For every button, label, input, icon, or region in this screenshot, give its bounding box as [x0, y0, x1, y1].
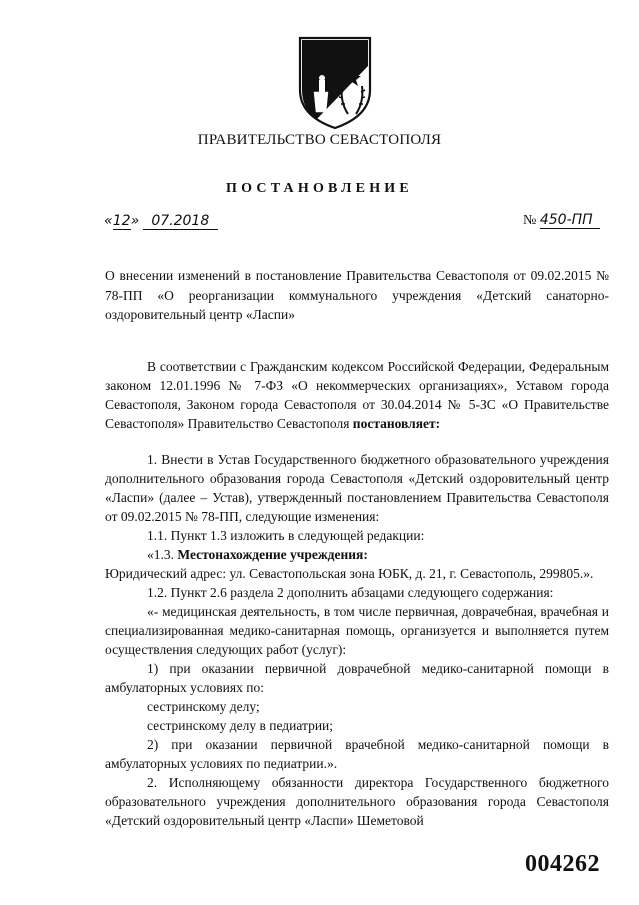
preamble-paragraph	[105, 357, 609, 433]
date-day: 12	[112, 213, 131, 229]
date-month-year: 07.2018	[143, 214, 218, 230]
serial-number-stamp: 004262	[525, 851, 600, 877]
date-quote-close: »	[130, 213, 140, 229]
document-body	[105, 357, 609, 830]
coat-of-arms-icon	[296, 36, 374, 130]
document-number	[523, 213, 600, 229]
medical-activity: «- медицинская деятельность, в том числе первичная, доврачебная, врачебная и специализированная медико-санитарная помощь, организуется и выполняется путем осуществления следующих работ (услуг):	[105, 604, 609, 657]
number-sign: №	[523, 213, 537, 228]
legal-address: Юридический адрес: ул. Севастопольская зона ЮБК, д. 21, г. Севастополь, 299805.».	[105, 566, 594, 581]
government-title: ПРАВИТЕЛЬСТВО СЕВАСТОПОЛЯ	[197, 132, 442, 148]
document-type-heading: ПОСТАНОВЛЕНИЕ	[226, 181, 413, 196]
preamble-resolves: постановляет:	[352, 416, 441, 431]
clause-1-3	[105, 545, 609, 564]
paragraph-1-1: 1.1. Пункт 1.3 изложить в следующей редакции:	[147, 528, 425, 543]
number-value: 450-ПП	[540, 213, 600, 229]
item-nursing: сестринскому делу;	[147, 699, 260, 714]
item-nursing-pediatrics: сестринскому делу в педиатрии;	[147, 718, 334, 733]
paragraph-1-2: 1.2. Пункт 2.6 раздела 2 дополнить абзацами следующего содержания:	[147, 585, 554, 600]
item-1: 1) при оказании первичной доврачебной медико-санитарной помощи в амбулаторных условиях по:	[105, 661, 609, 695]
preamble-text: В соответствии с Гражданским кодексом Российской Федерации, Федеральным законом 12.01.1996 № 7-ФЗ «О некоммерческих организациях», Уставом города Севастополя, Законом города Севастополя от 30.04.2014 № 5-ЗС «О Правительстве Севастополя» Правительство Севастополя	[105, 359, 609, 431]
date-quote-open: «	[104, 213, 113, 229]
clause-1-3-heading: Местонахождение учреждения:	[177, 547, 368, 562]
clause-1-3-prefix: «1.3.	[147, 547, 174, 562]
paragraph-1: 1. Внести в Устав Государственного бюджетного образовательного учреждения дополнительного образования города Севастополя «Детский оздоровительный центр «Ласпи» (далее – Устав), утвержденный постановлением Правительства Севастополя от 09.02.2015 № 78-ПП, следующие изменения:	[105, 452, 609, 524]
document-subject: О внесении изменений в постановление Правительства Севастополя от 09.02.2015 № 78-ПП «О реорганизации коммунального учреждения «Детский санаторно-оздоровительный центр «Ласпи»	[105, 268, 609, 322]
item-2: 2) при оказании первичной врачебной медико-санитарной помощи в амбулаторных условиях по педиатрии.».	[105, 737, 609, 771]
document-date	[104, 213, 218, 230]
paragraph-2: 2. Исполняющему обязанности директора Государственного бюджетного образовательного учреждения дополнительного образования города Севастополя «Детский оздоровительный центр «Ласпи» Шеметовой	[105, 775, 609, 828]
